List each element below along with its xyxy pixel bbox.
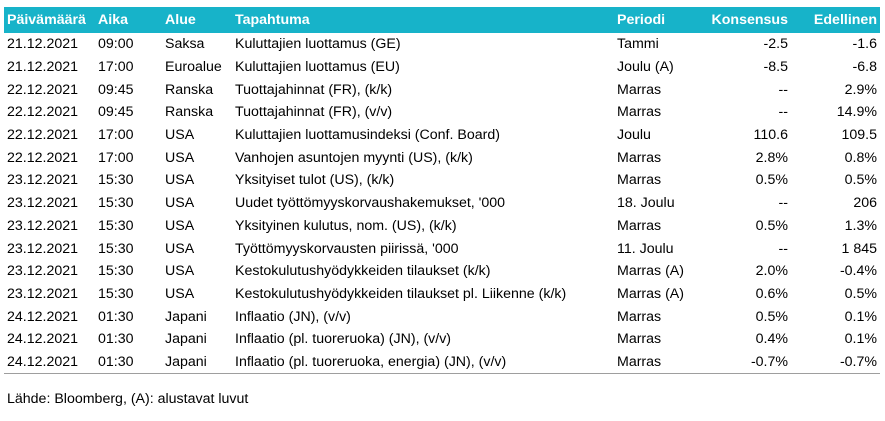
- cell-consensus: 2.8%: [755, 149, 788, 166]
- table-row: [4, 124, 880, 147]
- cell-period: Marras: [617, 217, 662, 234]
- cell-period: Marras: [617, 172, 662, 189]
- cell-event: Inflaatio (pl. tuoreruoka, energia) (JN), (v/v): [232, 351, 614, 374]
- cell-event: Kestokulutushyödykkeiden tilaukset pl. Liikenne (k/k): [235, 285, 567, 302]
- cell-previous: -6.8: [852, 59, 877, 76]
- cell-time: 09:00: [98, 36, 134, 53]
- cell-consensus: -2.5: [763, 36, 788, 53]
- table-row: [4, 192, 880, 215]
- cell-region: USA: [165, 172, 195, 189]
- cell-event: Työttömyyskorvausten piirissä, '000: [235, 240, 459, 257]
- cell-period: Marras: [617, 104, 662, 121]
- cell-region: Japani: [165, 308, 207, 325]
- cell-event: Tuottajahinnat (FR), (k/k): [235, 81, 393, 98]
- cell-consensus: 110.6: [753, 127, 788, 144]
- cell-period: Marras (A): [617, 285, 684, 302]
- cell-region: USA: [165, 263, 195, 280]
- cell-event: Kuluttajien luottamusindeksi (Conf. Board): [235, 127, 500, 144]
- cell-event: Yksityinen kulutus, nom. (US), (k/k): [235, 217, 457, 234]
- table-row: [4, 56, 880, 79]
- cell-consensus: -8.5: [763, 59, 788, 76]
- cell-region: Euroalue: [165, 59, 222, 76]
- cell-previous: 0.5%: [844, 285, 877, 302]
- table-body: [4, 33, 880, 374]
- cell-period: Joulu (A): [617, 59, 674, 76]
- cell-date: 23.12.2021: [7, 217, 79, 234]
- cell-previous: 1 845: [841, 240, 877, 257]
- calendar-table: [4, 7, 880, 374]
- cell-date: 24.12.2021: [7, 331, 79, 348]
- header-event: Tapahtuma: [232, 7, 614, 33]
- cell-consensus: 0.4%: [755, 331, 788, 348]
- cell-event: Inflaatio (JN), (v/v): [235, 308, 351, 325]
- cell-previous: -0.4%: [839, 263, 877, 280]
- cell-time: 17:00: [98, 59, 134, 76]
- cell-date: 23.12.2021: [7, 263, 79, 280]
- cell-consensus: 0.5%: [755, 308, 788, 325]
- cell-event: Yksityiset tulot (US), (k/k): [235, 172, 395, 189]
- cell-time: 15:30: [98, 195, 134, 212]
- cell-period: Marras: [617, 149, 662, 166]
- cell-consensus: --: [778, 240, 788, 257]
- cell-event: Vanhojen asuntojen myynti (US), (k/k): [235, 149, 473, 166]
- table-row: [4, 78, 880, 101]
- cell-time: 01:30: [98, 308, 134, 325]
- cell-date: 23.12.2021: [7, 172, 79, 189]
- cell-date: 23.12.2021: [7, 195, 79, 212]
- cell-time: 01:30: [98, 331, 134, 348]
- header-date: Päivämäärä: [4, 7, 95, 33]
- cell-period: 18. Joulu: [617, 195, 675, 212]
- cell-region: USA: [165, 127, 195, 144]
- cell-time: 17:00: [98, 127, 134, 144]
- cell-period: 11. Joulu: [617, 240, 674, 257]
- cell-date: 22.12.2021: [7, 149, 79, 166]
- cell-consensus: 0.5%: [755, 172, 788, 189]
- cell-period: Marras: [617, 81, 662, 98]
- cell-date: 23.12.2021: [7, 285, 79, 302]
- cell-event: Kestokulutushyödykkeiden tilaukset (k/k): [235, 263, 491, 280]
- cell-time: 15:30: [98, 263, 134, 280]
- cell-previous: 2.9%: [844, 81, 877, 98]
- cell-region: Saksa: [165, 36, 205, 53]
- cell-period: Joulu: [617, 127, 651, 144]
- cell-date: 22.12.2021: [7, 104, 79, 121]
- table-row: [4, 215, 880, 238]
- cell-consensus: --: [778, 81, 788, 98]
- cell-previous: 109.5: [841, 127, 877, 144]
- cell-event: Inflaatio (pl. tuoreruoka) (JN), (v/v): [235, 331, 452, 348]
- cell-previous: 14.9%: [836, 104, 877, 121]
- cell-consensus: --: [778, 195, 788, 212]
- cell-event: Kuluttajien luottamus (EU): [235, 59, 400, 76]
- cell-date: 21.12.2021: [7, 36, 79, 53]
- cell-time: 09:45: [98, 104, 134, 121]
- header-period: Periodi: [614, 7, 706, 33]
- header-consensus: Konsensus: [706, 7, 791, 33]
- cell-previous: 206: [853, 195, 877, 212]
- cell-region: USA: [165, 240, 195, 257]
- cell-consensus: 0.5%: [755, 217, 788, 234]
- table-header-row: [4, 7, 880, 33]
- table-row: [4, 328, 880, 351]
- cell-previous: 0.1%: [844, 308, 877, 325]
- cell-previous: -0.7%: [791, 351, 880, 374]
- table-row: [4, 283, 880, 306]
- cell-period: Tammi: [617, 36, 659, 53]
- cell-consensus: --: [778, 104, 788, 121]
- cell-region: Ranska: [165, 81, 214, 98]
- cell-period: Marras (A): [617, 263, 684, 280]
- cell-date: 21.12.2021: [7, 59, 79, 76]
- cell-period: Marras: [617, 308, 662, 325]
- cell-event: Uudet työttömyyskorvaushakemukset, '000: [235, 195, 506, 212]
- cell-time: 15:30: [98, 240, 134, 257]
- cell-time: 15:30: [98, 217, 134, 234]
- cell-region: USA: [165, 285, 195, 302]
- cell-previous: -1.6: [852, 36, 877, 53]
- cell-consensus: 0.6%: [755, 285, 788, 302]
- cell-region: Japani: [162, 351, 232, 374]
- cell-consensus: 2.0%: [755, 263, 788, 280]
- cell-date: 22.12.2021: [7, 81, 79, 98]
- table-row: [4, 169, 880, 192]
- cell-time: 15:30: [98, 172, 134, 189]
- cell-time: 15:30: [98, 285, 134, 302]
- cell-date: 22.12.2021: [7, 127, 79, 144]
- cell-date: 23.12.2021: [7, 240, 79, 257]
- table-row: [4, 260, 880, 283]
- cell-event: Tuottajahinnat (FR), (v/v): [235, 104, 393, 121]
- cell-date: 24.12.2021: [7, 308, 79, 325]
- header-time: Aika: [95, 7, 162, 33]
- cell-region: USA: [165, 217, 195, 234]
- table-row: [4, 146, 880, 169]
- cell-time: 01:30: [95, 351, 162, 374]
- table-row: [4, 101, 880, 124]
- cell-previous: 0.1%: [844, 331, 877, 348]
- table-row: [4, 33, 880, 56]
- cell-region: Japani: [165, 331, 207, 348]
- header-region: Alue: [162, 7, 232, 33]
- cell-previous: 0.5%: [844, 172, 877, 189]
- cell-time: 17:00: [98, 149, 134, 166]
- cell-region: USA: [165, 149, 195, 166]
- cell-region: Ranska: [165, 104, 214, 121]
- cell-date: 24.12.2021: [4, 351, 95, 374]
- table-row: [4, 237, 880, 260]
- cell-consensus: -0.7%: [706, 351, 791, 374]
- cell-previous: 1.3%: [844, 217, 877, 234]
- source-note: Lähde: Bloomberg, (A): alustavat luvut: [7, 391, 249, 407]
- cell-period: Marras: [614, 351, 706, 374]
- table-row: [4, 305, 880, 328]
- cell-event: Kuluttajien luottamus (GE): [235, 36, 401, 53]
- header-previous: Edellinen: [791, 7, 880, 33]
- cell-period: Marras: [617, 331, 662, 348]
- table-row: [4, 351, 880, 374]
- cell-time: 09:45: [98, 81, 134, 98]
- cell-previous: 0.8%: [844, 149, 877, 166]
- cell-region: USA: [165, 195, 195, 212]
